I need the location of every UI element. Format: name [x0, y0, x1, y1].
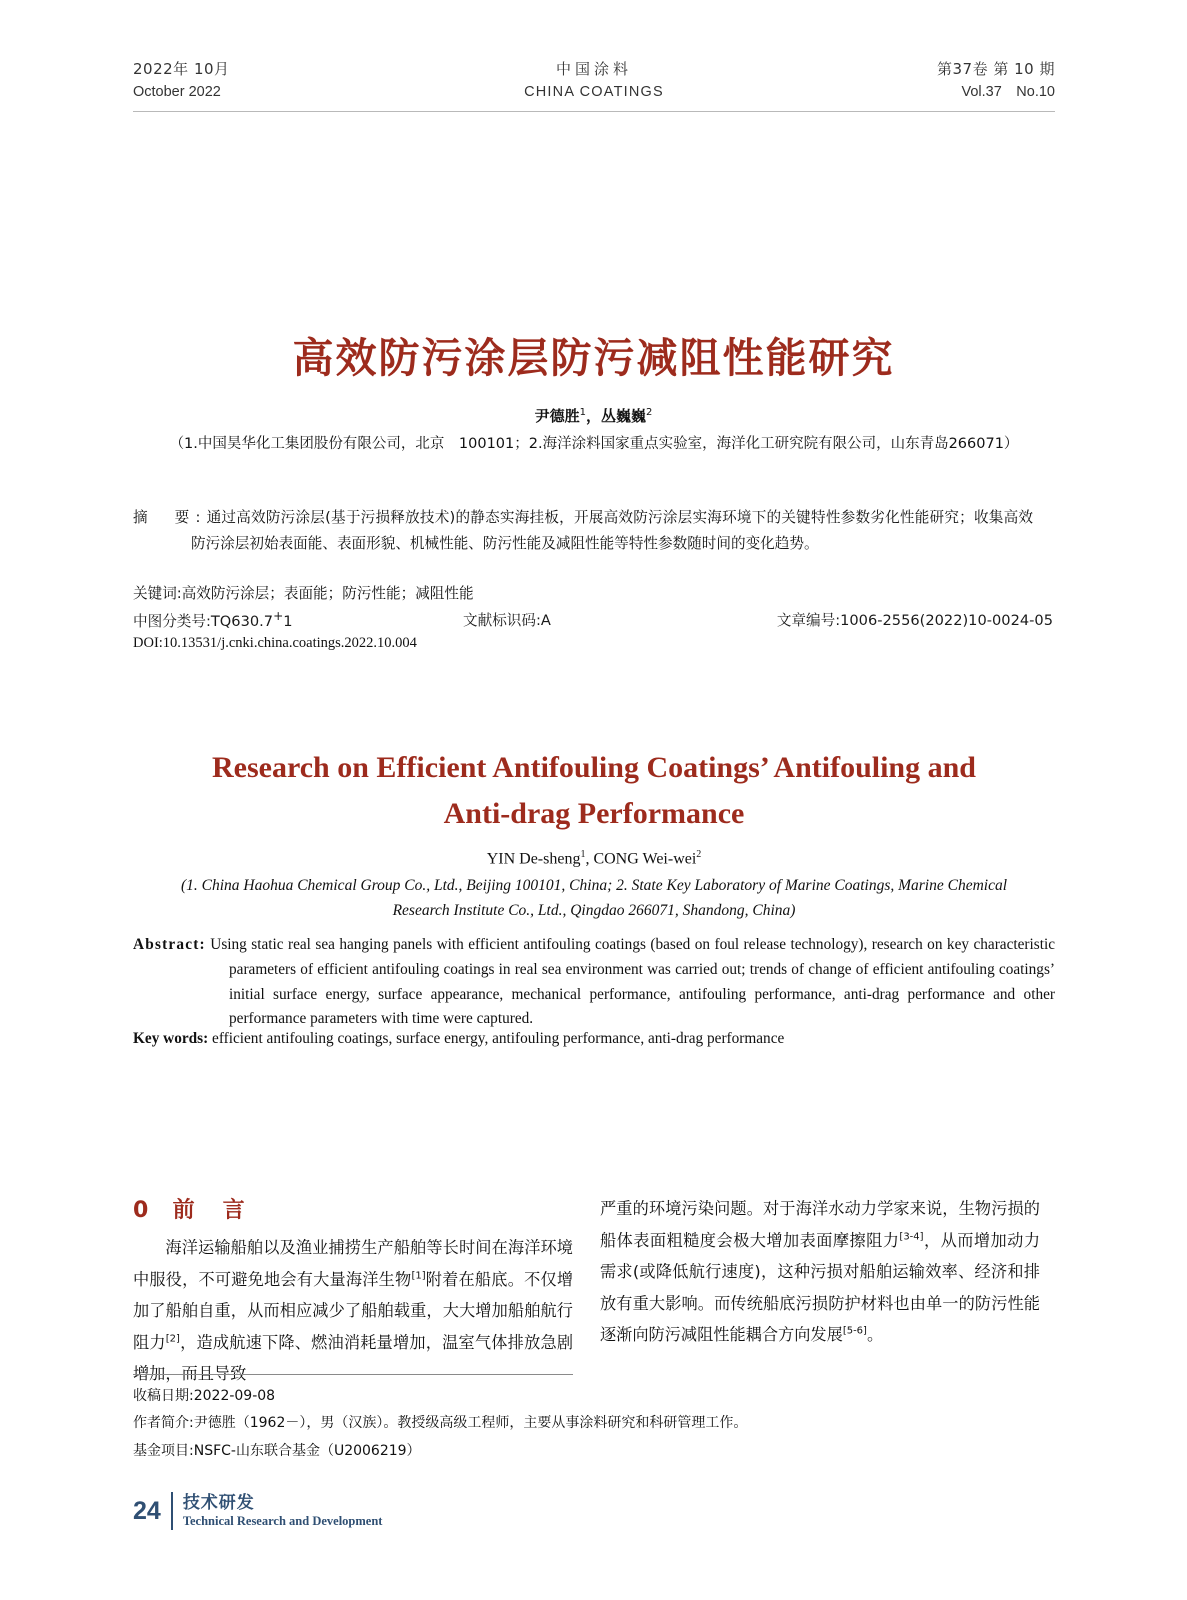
running-head-date-en: October 2022 [133, 84, 221, 101]
doi: DOI:10.13531/j.cnki.china.coatings.2022.10.004 [133, 635, 417, 651]
footnote-rule [133, 1374, 573, 1375]
footnote-bio [133, 1410, 833, 1437]
author-cn-2-sup: 2 [646, 407, 653, 418]
citation-ref-1: [1] [411, 1270, 426, 1282]
running-head-right [835, 58, 1055, 104]
body-paragraph-right [600, 1193, 1040, 1351]
body-left-b: 附着在船底。不仅增加了船舶自重，从而相应减少了船舶载重，大大增加船舶航行阻力 [133, 1269, 574, 1352]
footnotes [133, 1383, 833, 1465]
page-footer [133, 1492, 533, 1530]
authors-cn [0, 405, 1187, 426]
classification-row [133, 609, 1055, 631]
author-en-separator: , CONG Wei-wei [585, 850, 697, 868]
citation-ref-3: [3-4] [899, 1231, 924, 1243]
affiliation-en: (1. China Haohua Chemical Group Co., Ltd., Beijing 100101, China; 2. State Key Laboratory of Marine Coatings, Marine Chemical Research Institute Co., Ltd., Qingdao 266071, Shandong, China) [180, 877, 1008, 920]
clc-sup: + [273, 609, 284, 623]
keywords-cn-label: 关键词: [133, 585, 182, 602]
abstract-cn-text: 通过高效防污涂层(基于污损释放技术)的静态实海挂板，开展高效防污涂层实海环境下的关键特性参数劣化性能研究；收集高效防污涂层初始表面能、表面形貌、机械性能、防污性能及减阻性能等特性参数随时间的变化趋势。 [191, 509, 1033, 552]
author-cn-1: 尹德胜 [534, 407, 580, 425]
volume-issue-en: Vol.37 No.10 [961, 84, 1055, 101]
article-title-en-line2: Anti-drag Performance [443, 796, 745, 830]
keywords-en-text: efficient antifouling coatings, surface energy, antifouling performance, anti-drag performance [212, 1030, 785, 1047]
article-title-en [133, 745, 1055, 836]
keywords-en-label: Key words: [133, 1030, 209, 1047]
keywords-en [133, 1030, 1055, 1048]
abstract-en-paragraph [133, 933, 1055, 1032]
keywords-cn-text: 高效防污涂层；表面能；防污性能；减阻性能 [181, 585, 474, 602]
abstract-en-label: Abstract: [133, 936, 206, 953]
article-title-en-line1: Research on Efficient Antifouling Coatings’ Antifouling and [212, 751, 976, 784]
running-head-date-cn: 2022年 10月 [133, 60, 230, 78]
footnote-received-value: 2022-09-08 [193, 1388, 276, 1404]
document-code-label: 文献标识码: [463, 612, 541, 629]
section-title: 前 言 [172, 1198, 248, 1223]
article-number-label: 文章编号: [776, 612, 841, 629]
body-paragraph-left [133, 1232, 573, 1390]
abstract-cn-label: 摘 要: [133, 509, 207, 526]
authors-en [133, 849, 1055, 868]
author-en-1-sup: 1 [580, 849, 586, 860]
footnote-fund [133, 1438, 833, 1465]
journal-name-cn: 中国涂料 [555, 60, 632, 78]
body-left-c: ，造成航速下降、燃油消耗量增加，温室气体排放急剧增加，而且导致 [133, 1332, 574, 1384]
citation-ref-4: [5-6] [842, 1325, 867, 1337]
keywords-cn [133, 581, 1033, 607]
body-right-c: 。 [866, 1325, 884, 1345]
abstract-en [133, 933, 1055, 1032]
author-en-1: YIN De-sheng [486, 850, 581, 868]
citation-ref-2: [2] [165, 1333, 180, 1345]
article-number [733, 609, 1053, 631]
author-cn-1-sup: 1 [579, 407, 586, 418]
footnote-bio-value: 尹德胜（1962－），男（汉族）。教授级高级工程师，主要从事涂料研究和科研管理工作。 [193, 1415, 748, 1432]
running-head [133, 58, 1055, 112]
body-right-a: 严重的环境污染问题。对于海洋水动力学家来说，生物污损的船体表面粗糙度会极大增加表面摩擦阻力 [600, 1199, 1040, 1250]
running-head-center [414, 58, 774, 104]
footnote-bio-label: 作者简介: [133, 1415, 194, 1432]
body-right-b: ，从而增加动力需求(或降低航行速度)，这种污损对船舶运输效率、经济和排放有重大影响。而传统船底污损防护材料也由单一的防污性能逐渐向防污减阻性能耦合方向发展 [600, 1230, 1041, 1345]
footnote-received [133, 1383, 833, 1410]
body-column-right [600, 1193, 1040, 1351]
section-number: 0 [133, 1198, 152, 1223]
clc-tail: 1 [283, 612, 293, 630]
document-code [463, 609, 733, 631]
document-code-value: A [540, 612, 551, 629]
author-en-2-sup: 2 [696, 849, 702, 860]
footer-category [183, 1493, 383, 1530]
footer-category-en: Technical Research and Development [182, 1513, 383, 1528]
volume-issue-cn: 第37卷 第 10 期 [937, 60, 1055, 78]
article-title-cn: 高效防污涂层防污减阻性能研究 [292, 334, 895, 382]
running-head-left [133, 58, 353, 104]
clc-label: 中图分类号: [133, 612, 211, 630]
footer-category-cn: 技术研发 [182, 1492, 255, 1513]
body-column-left [133, 1232, 573, 1390]
footnote-received-label: 收稿日期: [133, 1388, 194, 1404]
author-cn-separator: ，丛巍巍 [586, 407, 647, 425]
clc-value: TQ630.7 [210, 612, 274, 630]
section-heading [133, 1193, 248, 1224]
clc-number [133, 609, 463, 631]
abstract-cn [133, 505, 1033, 557]
article-number-value: 1006-2556(2022)10-0024-05 [840, 612, 1053, 629]
footer-divider [171, 1492, 173, 1530]
abstract-en-text: Using static real sea hanging panels with efficient antifouling coatings (based on foul release technology), research on key characteristic parameters of efficient antifouling coatings in real sea environment was carried out; trends of change of efficient antifouling coatings’ initial surface energy, surface appearance, mechanical performance, antifouling performance, anti-drag performance and other performance parameters with time were captured. [210, 936, 1055, 1028]
footnote-fund-value: NSFC-山东联合基金（U2006219） [193, 1442, 421, 1459]
page-number: 24 [133, 1496, 161, 1525]
affiliation-cn: （1.中国昊华化工集团股份有限公司，北京 100101；2.海洋涂料国家重点实验室，海洋化工研究院有限公司，山东青岛266071） [169, 436, 1019, 452]
journal-name-en: CHINA COATINGS [524, 84, 664, 101]
body-left-a: 海洋运输船舶以及渔业捕捞生产船舶等长时间在海洋环境中服役，不可避免地会有大量海洋生物 [133, 1238, 573, 1289]
footnote-fund-label: 基金项目: [133, 1442, 194, 1459]
